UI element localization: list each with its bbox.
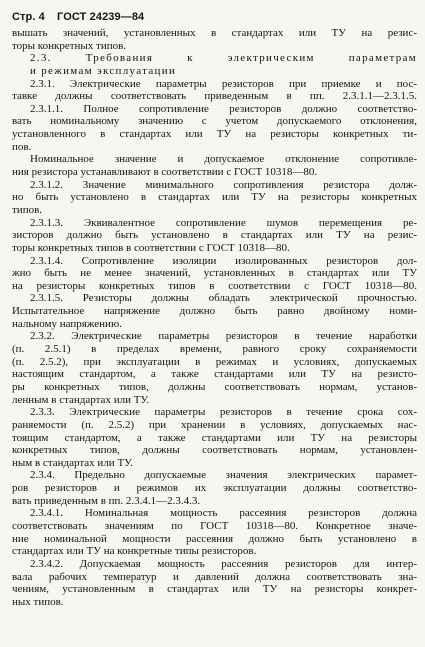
- text-line: но быть установлено в стандартах или ТУ на резисторы конкретных: [12, 191, 417, 204]
- text-line: вала рабочих температур и давлений должна соответствовать зна-: [12, 570, 417, 583]
- text-line: 2.3.1.5. Резисторы должны обладать электрической прочностью.: [30, 292, 417, 305]
- text-line: на резисторы конкретных типов в соответствии с ГОСТ 10318—80.: [12, 279, 417, 292]
- text-line: ленным в стандартах или ТУ.: [12, 393, 150, 406]
- text-line: 2.3.4.1. Номинальная мощность рассеяния резисторов должна: [30, 507, 417, 520]
- text-line: 2.3.1. Электрические параметры резисторов при приемке и пос-: [30, 77, 417, 90]
- text-line: 2.3.4.2. Допускаемая мощность рассеяния резисторов для интер-: [30, 557, 417, 570]
- text-line: чениям, установленным в стандартах или ТУ на резисторы конкрет-: [12, 583, 417, 596]
- text-line: ры конкретных типов, должны соответствовать нормам, установ-: [12, 380, 417, 393]
- text-line: 2.3.1.3. Эквивалентное сопротивление шумов перемещения ре-: [30, 216, 417, 229]
- page-number: Стр. 4: [12, 11, 45, 23]
- text-line: соответствовать значениям по ГОСТ 10318—80. Конкретное значе-: [12, 519, 417, 532]
- text-line: (п. 2.5.2), при эксплуатации в режимах и условиях, допускаемых: [12, 355, 417, 368]
- text-line: нальному напряжению.: [12, 317, 122, 330]
- text-line: пов.: [12, 140, 32, 153]
- text-line: ных типов.: [12, 595, 64, 608]
- text-line: тоящим стандартом, а также стандартами или ТУ на резисторы: [12, 431, 417, 444]
- text-line: 2.3.2. Электрические параметры резисторов в течение наработки: [30, 330, 417, 343]
- text-line: жно быть не менее значений, установленных в стандартах или ТУ: [12, 267, 417, 280]
- text-line: 2.3. Требования к электрическим параметрам: [30, 52, 417, 65]
- body-text: [12, 27, 417, 608]
- text-line: конкретных типов, должны соответствовать нормам, установлен-: [12, 444, 417, 457]
- text-line: вать номинальному значению с учетом допускаемого отклонения,: [12, 115, 417, 128]
- text-line: типов.: [12, 203, 43, 216]
- text-line: 2.3.3. Электрические параметры резисторов в течение срока сох-: [30, 406, 417, 419]
- text-line: настоящим стандартом, а также стандартами или ТУ на резисто-: [12, 368, 417, 381]
- text-line: 2.3.4. Предельно допускаемые значения электрических парамет-: [30, 469, 417, 482]
- text-line: (п. 2.5.1) в пределах времени, равного сроку сохраняемости: [12, 343, 417, 356]
- text-line: торы конкретных типов в соответствии с ГОСТ 10318—80.: [12, 241, 290, 254]
- text-line: установленного в стандартах или ТУ на резисторы конкретных ти-: [12, 128, 417, 141]
- standard-code: ГОСТ 24239—84: [57, 11, 145, 23]
- text-line: 2.3.1.1. Полное сопротивление резисторов должно соответство-: [30, 102, 417, 115]
- text-line: ния резистора устанавливают в соответствии с ГОСТ 10318—80.: [12, 166, 318, 179]
- text-line: ние номинальной мощности рассеяния должно быть установлено в: [12, 532, 417, 545]
- text-line: Испытательное напряжение должно быть равно двойному номи-: [12, 305, 417, 318]
- text-line: торы конкретных типов.: [12, 39, 127, 52]
- text-line: и режимам эксплуатации: [30, 64, 177, 77]
- text-line: раняемости (п. 2.5.2) при хранении в условиях, допускаемых нас-: [12, 418, 417, 431]
- text-line: зисторов должно быть установлено в стандартах или ТУ на резис-: [12, 229, 417, 242]
- text-line: ров резисторов и режимов их эксплуатации должны соответство-: [12, 482, 417, 495]
- text-line: тавке должны соответствовать приведенным в пп. 2.3.1.1—2.3.1.5.: [12, 90, 417, 103]
- text-line: ным в стандартах или ТУ.: [12, 456, 133, 469]
- text-line: вать приведенным в пп. 2.3.4.1—2.3.4.3.: [12, 494, 201, 507]
- text-line: стандартах или ТУ на конкретные типы резисторов.: [12, 545, 257, 558]
- text-line: вышать значений, установленных в стандартах или ТУ на резис-: [12, 27, 417, 39]
- text-line: Номинальное значение и допускаемое отклонение сопротивле-: [30, 153, 417, 166]
- text-line: 2.3.1.2. Значение минимального сопротивления резистора долж-: [30, 178, 417, 191]
- page-header: [12, 11, 153, 23]
- text-line: 2.3.1.4. Сопротивление изоляции изолированных резисторов дол-: [30, 254, 417, 267]
